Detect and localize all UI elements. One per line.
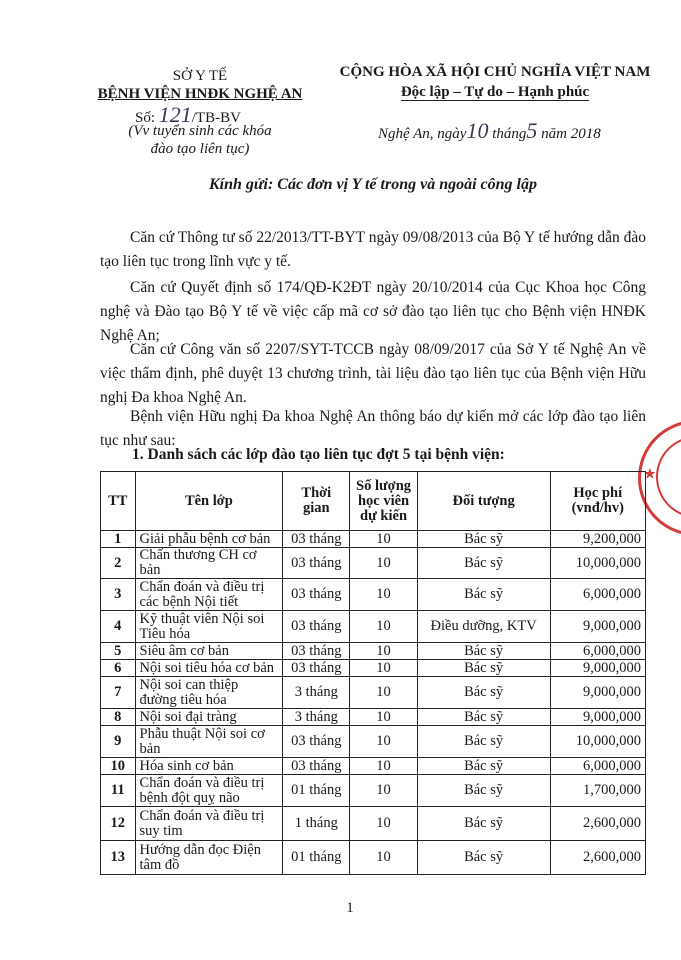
target-audience: Bác sỹ (417, 579, 550, 611)
table-row (101, 548, 646, 579)
page-number: 1 (346, 900, 354, 916)
course-duration: 03 tháng (283, 643, 350, 660)
target-audience: Bác sỹ (417, 677, 550, 709)
tuition-fee: 10,000,000 (550, 548, 645, 579)
target-audience: Bác sỹ (417, 775, 550, 807)
target-audience: Bác sỹ (417, 643, 550, 660)
section-title: 1. Danh sách các lớp đào tạo liên tục đợt 5 tại bệnh viện: (132, 446, 505, 463)
table-row (101, 531, 646, 548)
course-name: Chẩn đoán và điều trị suy tim (135, 807, 283, 841)
subject-line-2: đào tạo liên tục) (150, 141, 250, 157)
tuition-fee: 9,000,000 (550, 709, 645, 726)
motto-text: Độc lập – Tự do – Hạnh phúc (400, 84, 590, 100)
target-audience: Bác sỹ (417, 758, 550, 775)
table-header-row (101, 472, 646, 531)
course-duration: 03 tháng (283, 758, 350, 775)
target-audience: Điều dưỡng, KTV (417, 611, 550, 643)
expected-students: 10 (350, 660, 417, 677)
month-label: tháng (492, 126, 527, 142)
course-duration: 3 tháng (283, 677, 350, 709)
number-prefix: Số: (135, 110, 156, 126)
tuition-fee: 6,000,000 (550, 643, 645, 660)
row-number: 1 (101, 531, 136, 548)
expected-students: 10 (350, 579, 417, 611)
course-table (100, 471, 646, 875)
salutation: Kính gửi: Các đơn vị Y tế trong và ngoài công lập (209, 176, 537, 193)
course-duration: 01 tháng (283, 841, 350, 875)
tuition-fee: 6,000,000 (550, 579, 645, 611)
course-name: Nội soi đại tràng (135, 709, 283, 726)
expected-students: 10 (350, 841, 417, 875)
tuition-fee: 9,000,000 (550, 660, 645, 677)
place-date (378, 118, 601, 144)
course-duration: 03 tháng (283, 660, 350, 677)
course-name: Chấn thương CH cơ bản (135, 548, 283, 579)
course-name: Chẩn đoán và điều trị bệnh đột quỵ não (135, 775, 283, 807)
table-row (101, 807, 646, 841)
national-motto (330, 84, 660, 101)
row-number: 5 (101, 643, 136, 660)
col-header-time: Thời gian (283, 472, 350, 531)
tuition-fee: 9,000,000 (550, 611, 645, 643)
col-header-tt: TT (101, 472, 136, 531)
tuition-fee: 6,000,000 (550, 758, 645, 775)
row-number: 2 (101, 548, 136, 579)
paragraph-3: Căn cứ Công văn số 2207/SYT-TCCB ngày 08/09/2017 của Sở Y tế Nghệ An về việc thẩm định, phê duyệt 13 chương trình, tài liệu đào tạo liên tục của Bệnh viện Hữu nghị Đa khoa Nghệ An. (100, 341, 646, 406)
course-table-body (101, 531, 646, 875)
country-name: CỘNG HÒA XÃ HỘI CHỦ NGHĨA VIỆT NAM (339, 64, 651, 80)
table-row (101, 758, 646, 775)
course-duration: 03 tháng (283, 548, 350, 579)
expected-students: 10 (350, 611, 417, 643)
target-audience: Bác sỹ (417, 660, 550, 677)
paragraph-1: Căn cứ Thông tư số 22/2013/TT-BYT ngày 09/08/2013 của Bộ Y tế hướng dẫn đào tạo liên tục trong lĩnh vực y tế. (100, 229, 646, 270)
col-header-target: Đối tượng (417, 472, 550, 531)
paragraph-2: Căn cứ Quyết định số 174/QĐ-K2ĐT ngày 20/10/2014 của Cục Khoa học Công nghệ và Đào tạo Bộ Y tế về việc cấp mã cơ sở đào tạo liên tục cho Bệnh viện HNĐK Nghệ An; (100, 279, 646, 344)
place-date-prefix: Nghệ An, ngày (378, 126, 467, 142)
target-audience: Bác sỹ (417, 548, 550, 579)
course-name: Kỹ thuật viên Nội soi Tiêu hóa (135, 611, 283, 643)
course-name: Chẩn đoán và điều trị các bệnh Nội tiết (135, 579, 283, 611)
tuition-fee: 2,600,000 (550, 807, 645, 841)
course-name: Hóa sinh cơ bản (135, 758, 283, 775)
target-audience: Bác sỹ (417, 726, 550, 758)
expected-students: 10 (350, 531, 417, 548)
tuition-fee: 2,600,000 (550, 841, 645, 875)
day-handwritten: 10 (466, 118, 489, 143)
col-header-name: Tên lớp (135, 472, 283, 531)
year-label: năm 2018 (541, 126, 601, 142)
subject-line-1: (Vv tuyển sinh các khóa (128, 123, 272, 139)
table-row (101, 643, 646, 660)
target-audience: Bác sỹ (417, 531, 550, 548)
course-duration: 3 tháng (283, 709, 350, 726)
target-audience: Bác sỹ (417, 841, 550, 875)
hospital-name: BỆNH VIỆN HNĐK NGHỆ AN (97, 86, 303, 102)
expected-students: 10 (350, 726, 417, 758)
table-row (101, 579, 646, 611)
row-number: 8 (101, 709, 136, 726)
row-number: 3 (101, 579, 136, 611)
tuition-fee: 9,200,000 (550, 531, 645, 548)
ministry-name: SỞ Y TẾ (172, 68, 228, 84)
row-number: 7 (101, 677, 136, 709)
col-header-qty: Số lượng học viên dự kiến (350, 472, 417, 531)
table-row (101, 611, 646, 643)
tuition-fee: 10,000,000 (550, 726, 645, 758)
table-row (101, 775, 646, 807)
table-row (101, 726, 646, 758)
expected-students: 10 (350, 758, 417, 775)
number-suffix: /TB-BV (191, 110, 241, 126)
expected-students: 10 (350, 677, 417, 709)
course-name: Siêu âm cơ bản (135, 643, 283, 660)
row-number: 9 (101, 726, 136, 758)
course-name: Nội soi can thiệp đường tiêu hóa (135, 677, 283, 709)
target-audience: Bác sỹ (417, 709, 550, 726)
paragraph-4: Bệnh viện Hữu nghị Đa khoa Nghệ An thông báo dự kiến mở các lớp đào tạo liên tục như sau: (100, 408, 646, 449)
course-duration: 01 tháng (283, 775, 350, 807)
row-number: 11 (101, 775, 136, 807)
course-duration: 03 tháng (283, 531, 350, 548)
expected-students: 10 (350, 643, 417, 660)
table-row (101, 841, 646, 875)
course-duration: 03 tháng (283, 579, 350, 611)
month-handwritten: 5 (526, 118, 538, 143)
row-number: 6 (101, 660, 136, 677)
course-name: Phẫu thuật Nội soi cơ bản (135, 726, 283, 758)
expected-students: 10 (350, 775, 417, 807)
col-header-fee: Học phí (vnđ/hv) (550, 472, 645, 531)
tuition-fee: 1,700,000 (550, 775, 645, 807)
row-number: 12 (101, 807, 136, 841)
tuition-fee: 9,000,000 (550, 677, 645, 709)
course-duration: 03 tháng (283, 611, 350, 643)
course-name: Nội soi tiêu hóa cơ bản (135, 660, 283, 677)
expected-students: 10 (350, 807, 417, 841)
course-name: Hướng dẫn đọc Điện tâm đồ (135, 841, 283, 875)
expected-students: 10 (350, 709, 417, 726)
table-row (101, 660, 646, 677)
target-audience: Bác sỹ (417, 807, 550, 841)
course-duration: 1 tháng (283, 807, 350, 841)
row-number: 10 (101, 758, 136, 775)
course-duration: 03 tháng (283, 726, 350, 758)
number-handwritten: 121 (158, 102, 192, 127)
seal-star-icon: ★ (644, 466, 656, 481)
table-row (101, 677, 646, 709)
expected-students: 10 (350, 548, 417, 579)
row-number: 4 (101, 611, 136, 643)
table-row (101, 709, 646, 726)
course-name: Giải phẫu bệnh cơ bản (135, 531, 283, 548)
row-number: 13 (101, 841, 136, 875)
